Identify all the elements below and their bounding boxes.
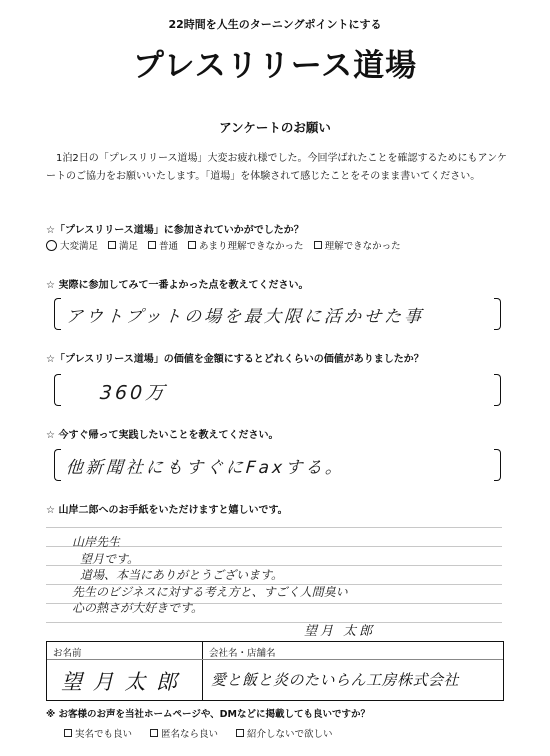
company-field[interactable]: 愛と飯と炎のたいらん工房株式会社 <box>211 671 460 689</box>
ruled-line <box>46 622 502 623</box>
intro-text: 1泊2日の「プレスリリース道場」大変お疲れ様でした。今回学ばれたことを確認するためにもアンケートのご協力をお願いいたします。「道場」を体験されて感じたことをそのまま書いてください。 <box>46 153 507 182</box>
tagline: 22時間を人生のターニングポイントにする <box>168 18 382 31</box>
letter-signature: 望月 太郎 <box>304 624 376 639</box>
q1-option-not-understood[interactable] <box>314 238 401 252</box>
letter-line: 山岸先生 <box>72 535 121 549</box>
survey-subtitle: アンケートのお願い <box>219 120 331 135</box>
q1-options <box>46 238 526 252</box>
question-3: ☆「プレスリリース道場」の価値を金額にするとどれくらいの価値がありましたか？ <box>46 354 424 365</box>
option-do-not-publish[interactable] <box>236 726 333 740</box>
letter-line: 道場、本当にありがとうございます。 <box>80 568 284 582</box>
publish-options <box>64 726 333 740</box>
bracket-right <box>494 449 501 481</box>
question-5: ☆ 山岸二郎へのお手紙をいただけますと嬉しいです。 <box>46 505 288 516</box>
letter-line: 心の熱さが大好きです。 <box>72 601 204 615</box>
company-label: 会社名・店舗名 <box>209 648 276 659</box>
answer-4[interactable]: 他新聞社にもすぐにFaxする。 <box>65 458 346 478</box>
option-label: あまり理解できなかった <box>199 241 304 252</box>
option-real-name[interactable] <box>64 726 132 740</box>
checkbox-icon <box>108 241 116 249</box>
option-label: 匿名なら良い <box>161 729 219 740</box>
name-label: お名前 <box>53 648 82 659</box>
option-label: 普通 <box>159 241 179 252</box>
publish-permission-question: ※ お客様のお声を当社ホームページや、DMなどに掲載しても良いですか？ <box>46 709 371 720</box>
option-label: 理解できなかった <box>324 241 401 252</box>
checkbox-icon <box>150 729 158 737</box>
q1-option-satisfied[interactable] <box>108 238 138 252</box>
handwritten-letter[interactable] <box>72 534 492 617</box>
name-field[interactable]: 望 月 太 郎 <box>61 670 180 694</box>
checkbox-icon <box>64 729 72 737</box>
question-4: ☆ 今すぐ帰って実践したいことを教えてください。 <box>46 430 279 441</box>
ruled-line <box>46 527 502 528</box>
checkbox-icon <box>46 240 57 251</box>
table-divider <box>202 642 203 700</box>
checkbox-icon <box>148 241 156 249</box>
checkbox-icon <box>314 241 322 249</box>
checkbox-icon <box>236 729 244 737</box>
checkbox-icon <box>188 241 196 249</box>
bracket-right <box>494 374 501 406</box>
option-label: 紹介しないで欲しい <box>247 729 333 740</box>
answer-2[interactable]: アウトプットの場を最大限に活かせた事 <box>65 307 425 327</box>
q1-option-very-satisfied[interactable] <box>46 238 98 252</box>
answer-3[interactable]: 360万 <box>99 382 168 404</box>
q1-option-not-understood-much[interactable] <box>188 238 304 252</box>
bracket-right <box>494 298 501 330</box>
letter-line: 先生のビジネスに対する考え方と、すごく人間臭い <box>72 584 348 599</box>
option-label: 満足 <box>119 241 139 252</box>
option-anonymous[interactable] <box>150 726 218 740</box>
letter-line: 望月です。 <box>80 551 140 566</box>
option-label: 実名でも良い <box>75 729 133 740</box>
contact-table <box>46 641 504 701</box>
q1-option-normal[interactable] <box>148 238 178 252</box>
page-title: プレスリリース道場 <box>132 48 418 84</box>
table-header-line <box>47 659 503 660</box>
bracket-left <box>54 374 61 406</box>
bracket-left <box>54 298 61 330</box>
question-2: ☆ 実際に参加してみて一番よかった点を教えてください。 <box>46 280 309 291</box>
question-1: ☆「プレスリリース道場」に参加されていかがでしたか？ <box>46 225 304 236</box>
bracket-left <box>54 449 61 481</box>
option-label: 大変満足 <box>60 241 99 252</box>
